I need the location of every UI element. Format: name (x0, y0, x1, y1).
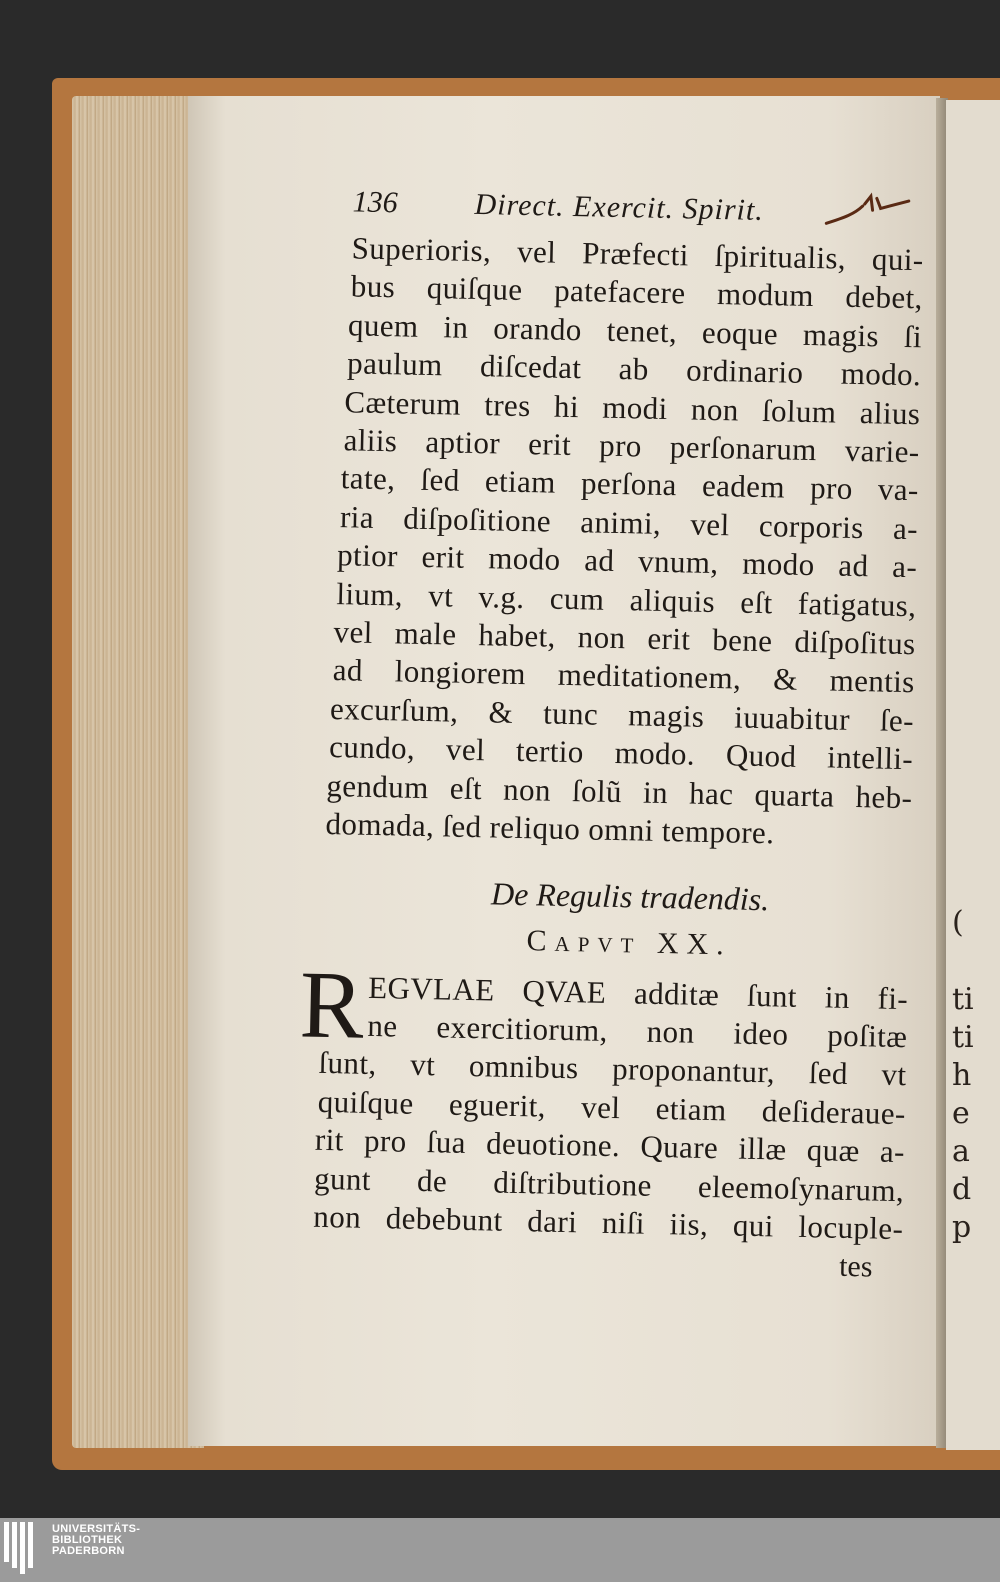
text-line: vel male habet, non erit bene diſpoſitus (333, 614, 916, 662)
page-edges (72, 96, 204, 1448)
library-logo-text (52, 1524, 140, 1557)
running-title: Direct. Exercit. Spirit. (474, 187, 765, 227)
text-line: ne exercitiorum, non ideo poſitæ (367, 1007, 908, 1055)
next-page-fragment: ti (952, 1020, 974, 1055)
text-line: Superioris, vel Præfecti ſpiritualis, qui- (351, 230, 924, 278)
text-line: rit pro ſua deuotione. Quare illæ quæ a- (314, 1121, 906, 1170)
text-line: cundo, vel tertio modo. Quod intelli- (328, 729, 914, 777)
library-footer (0, 1518, 1000, 1582)
library-logo-icon (4, 1522, 44, 1574)
text-line: tate, ſed etiam perſona eadem pro va- (340, 460, 920, 508)
chapter-heading: Capvt XX. (526, 923, 733, 961)
section-title: De Regulis tradendis. (490, 874, 770, 917)
catchword: tes (838, 1250, 873, 1284)
next-page-fragment: ( (952, 905, 964, 940)
page-text (298, 185, 925, 1288)
text-line: bus quiſque patefacere modum debet, (350, 268, 924, 316)
text-line: paulum diſcedat ab ordinario modo. (346, 345, 922, 393)
next-page-fragment: ti (952, 982, 974, 1017)
logo-line: UNIVERSITÄTS- (52, 1523, 141, 1535)
text-line: Cæterum tres hi modi non ſolum alius (344, 383, 921, 431)
next-page-fragment: d (952, 1172, 972, 1207)
text-line: ptior erit modo ad vnum, modo ad a- (336, 537, 918, 585)
handwritten-mark-icon (824, 191, 915, 233)
text-line: gendum eſt non ſolũ in hac quarta heb- (326, 767, 913, 815)
next-page-fragment: h (952, 1058, 972, 1093)
logo-line: BIBLIOTHEK (52, 1534, 123, 1546)
text-line: domada, ſed reliquo omni tempore. (325, 806, 775, 851)
chapter-paragraph (298, 949, 909, 1248)
text-line: non debebunt dari niſi iis, qui locuple- (313, 1198, 904, 1247)
text-line: aliis aptior erit pro perſonarum varie- (343, 422, 920, 470)
text-line: ad longiorem meditationem, & mentis (332, 652, 916, 700)
logo-line: PADERBORN (52, 1545, 125, 1557)
text-line: ſunt, vt omnibus proponantur, ſed vt (318, 1045, 907, 1093)
drop-cap: R (298, 949, 365, 1059)
next-page-fragment: p (952, 1210, 972, 1245)
page-number: 136 (352, 185, 398, 220)
text-line: ria diſpoſitione animi, vel corporis a- (339, 499, 919, 547)
text-line: EGVLAE QVAE additæ ſunt in fi- (367, 969, 909, 1016)
right-page-edge (946, 100, 1000, 1450)
next-page-fragment: a (952, 1134, 970, 1169)
text-line: lium, vt v.g. cum aliquis eſt fatigatus, (336, 575, 917, 623)
text-line: excurſum, & tunc magis iuuabitur ſe- (329, 690, 915, 739)
text-line: quiſque eguerit, vel etiam deſideraue- (317, 1083, 907, 1131)
text-line: gunt de diſtributione eleemoſynarum, (313, 1160, 905, 1208)
text-line: quem in orando tenet, eoque magis ſi (347, 307, 923, 355)
next-page-fragment: e (952, 1096, 970, 1131)
